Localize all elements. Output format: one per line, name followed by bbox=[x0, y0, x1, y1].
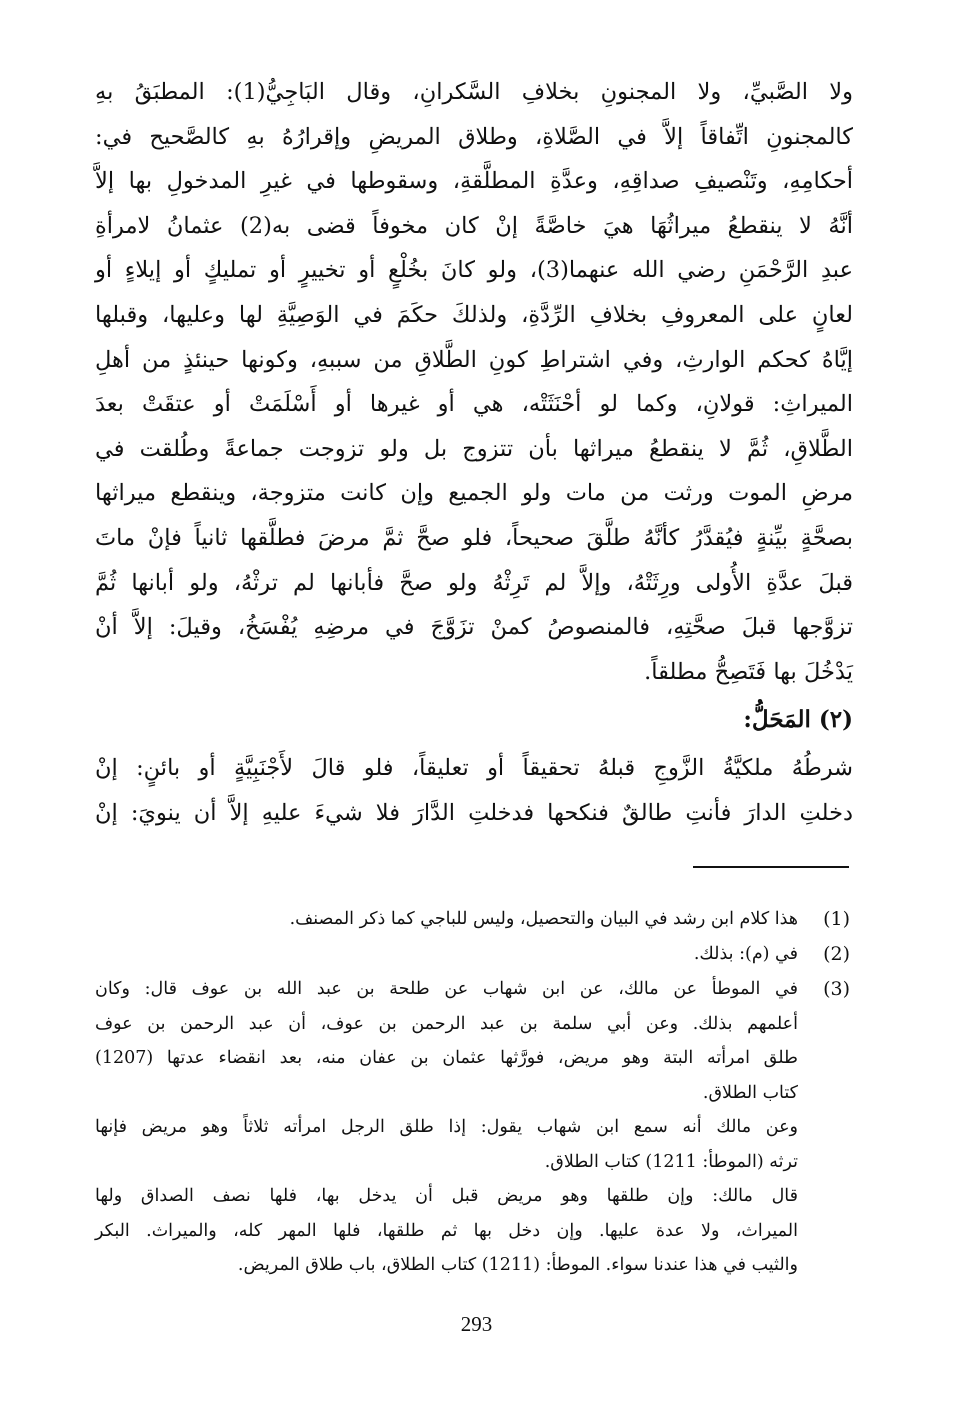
footnote-line: كتاب الطلاق. bbox=[702, 1082, 798, 1103]
footnote-line: طلق امرأته البتة وهو مريض، فورَّثها عثمان بن عفان منه، بعد انقضاء عدتها (1207) bbox=[95, 1048, 798, 1068]
footnote-continuation bbox=[95, 1179, 850, 1283]
footnote-line: والثيب في هذا عندنا سواء. الموطأ: (1211) كتاب الطلاق، باب طلاق المريض. bbox=[237, 1255, 798, 1275]
footnote-separator bbox=[693, 866, 849, 868]
footnote-line: قال مالك: وإن طلقها وهو مريض قبل أن يدخل بها، فلها نصف الصداق ولها bbox=[95, 1186, 798, 1206]
footnote-line: وعن مالك أنه سمع ابن شهاب يقول: إذا طلق الرجل امرأته ثلاثاً وهو مريض فإنها bbox=[95, 1117, 798, 1137]
section-heading: (٢) المَحَلُّ: bbox=[743, 706, 853, 734]
body-line: الميراثِ: قولانِ، وكما لو أحْنَثَتْه، هي أو غيرها أو أَسْلَمَتْ أو عتقَتْ بعدَ bbox=[95, 391, 853, 418]
body-line: تزوَّجها قبلَ صحَّتِهِ، فالمنصوصُ كمنْ تزَوَّجَ في مرضِهِ يُفْسَخُ، وقيلَ: إلاَّ أنْ bbox=[95, 614, 853, 641]
footnote-number: (2) bbox=[823, 943, 850, 965]
body-line: لعانٍ على المعروفِ بخلافِ الرِّدَّةِ، ولذلكَ حكَمَ في الوَصِيَّةِ لها وعليها، وقبلها bbox=[95, 301, 853, 328]
footnote-line: أعلمهم بذلك. وعن أبي سلمة بن عبد الرحمن بن عوف، أن عبد الرحمن بن عوف bbox=[95, 1013, 798, 1034]
footnote bbox=[95, 972, 850, 1110]
body-line: ولا الصَّبيِّ، ولا المجنونِ بخلافِ السَّكرانِ، وقال البَاجِيُّ(1): المطبَقُ بهِ bbox=[95, 79, 853, 105]
body-line: مرضِ الموت ورثت من مات ولو الجميع وإن كانت متزوجة، وينقطع ميراثها bbox=[95, 480, 853, 507]
footnote-number: (3) bbox=[823, 978, 850, 1000]
footnotes bbox=[95, 902, 850, 1283]
footnote bbox=[95, 937, 850, 972]
body-line: الطَّلاقِ، ثُمَّ لا ينقطعُ ميراثها بأن تتزوج بل ولو تزوجت جماعةً وطُلقت في bbox=[95, 435, 853, 462]
section-line: شرطُهُ ملكيَّةُ الزَّوجِ قبلهُ تحقيقاً أو تعليقاً، فلو قالَ لأَجْنَبِيَّةٍ أو بائنٍ: إنْ bbox=[95, 755, 853, 782]
footnote bbox=[95, 902, 850, 937]
footnote-line: الميراث، ولا عدة عليها. وإن دخل بها ثم طلقها، فلها المهر كله، والميراث. البكر bbox=[95, 1220, 798, 1241]
body-line: كالمجنونِ اتِّفاقاً إلاَّ في الصَّلاةِ، وطلاق المريضِ وإقرارُهُ بهِ كالصَّحيح في: bbox=[95, 123, 853, 150]
body-line: أنَّهُ لا ينقطعُ ميراثُهَا هيَ خاصَّةً إنْ كان مخوفاً قضى به(2) عثمانُ لامرأةِ bbox=[95, 212, 853, 239]
body-line: أحكامِهِ، وتَنْصيفِ صداقِهِ، وعدَّةِ المطلَّقةِ، وسقوطها في غيرِ المدخولِ بها إلاَّ bbox=[95, 168, 853, 195]
footnote-line: ترثه (الموطأ: 1211) كتاب الطلاق. bbox=[544, 1151, 798, 1172]
footnote-continuation bbox=[95, 1110, 850, 1179]
section-line: دخلتِ الدارَ فأنتِ طالقٌ فنكحها فدخلتِ الدَّارَ فلا شيءَ عليهِ إلاَّ أن ينويَ: إنْ bbox=[95, 799, 853, 826]
footnote-line: في (م): بذلك. bbox=[693, 944, 798, 964]
footnote-number: (1) bbox=[823, 908, 850, 930]
body-line: قبلَ عدَّةِ الأُولى ورِثَتْهُ، وإلاَّ لم تَرِثْهُ ولو صحَّ فأبانها لم ترثْهُ، ولو أبانها ثُمَّ bbox=[95, 569, 853, 596]
footnote-line: في الموطأ عن مالك، عن ابن شهاب عن طلحة بن عبد الله بن عوف قال: وكان bbox=[95, 979, 798, 999]
body-line: يَدْخُلَ بها فَتَصِحُّ مطلقاً. bbox=[644, 658, 853, 685]
main-text bbox=[95, 70, 853, 836]
page-number: 293 bbox=[460, 1312, 493, 1336]
body-line: بصحَّةٍ بيِّنةٍ فيُقدَّرُ كأنَّهُ طلَّقَ صحيحاً، فلو صحَّ ثمَّ مرضَ فطلَّقها ثانياً فإنْ ماتَ bbox=[95, 524, 853, 551]
footnote-line: هذا كلام ابن رشد في البيان والتحصيل، وليس للباجي كما ذكر المصنف. bbox=[289, 909, 798, 929]
body-line: عبدِ الرَّحْمَنِ رضي الله عنهما(3)، ولو كانَ بخُلْعٍ أو تخييرٍ أو تمليكٍ أو إيلاءٍ أو bbox=[95, 257, 853, 284]
body-line: إيَّاهُ كحكم الوارثِ، وفي اشتراطِ كونِ الطَّلاقِ من سببهِ، وكونها حينئذٍ من أهلِ bbox=[95, 346, 853, 373]
